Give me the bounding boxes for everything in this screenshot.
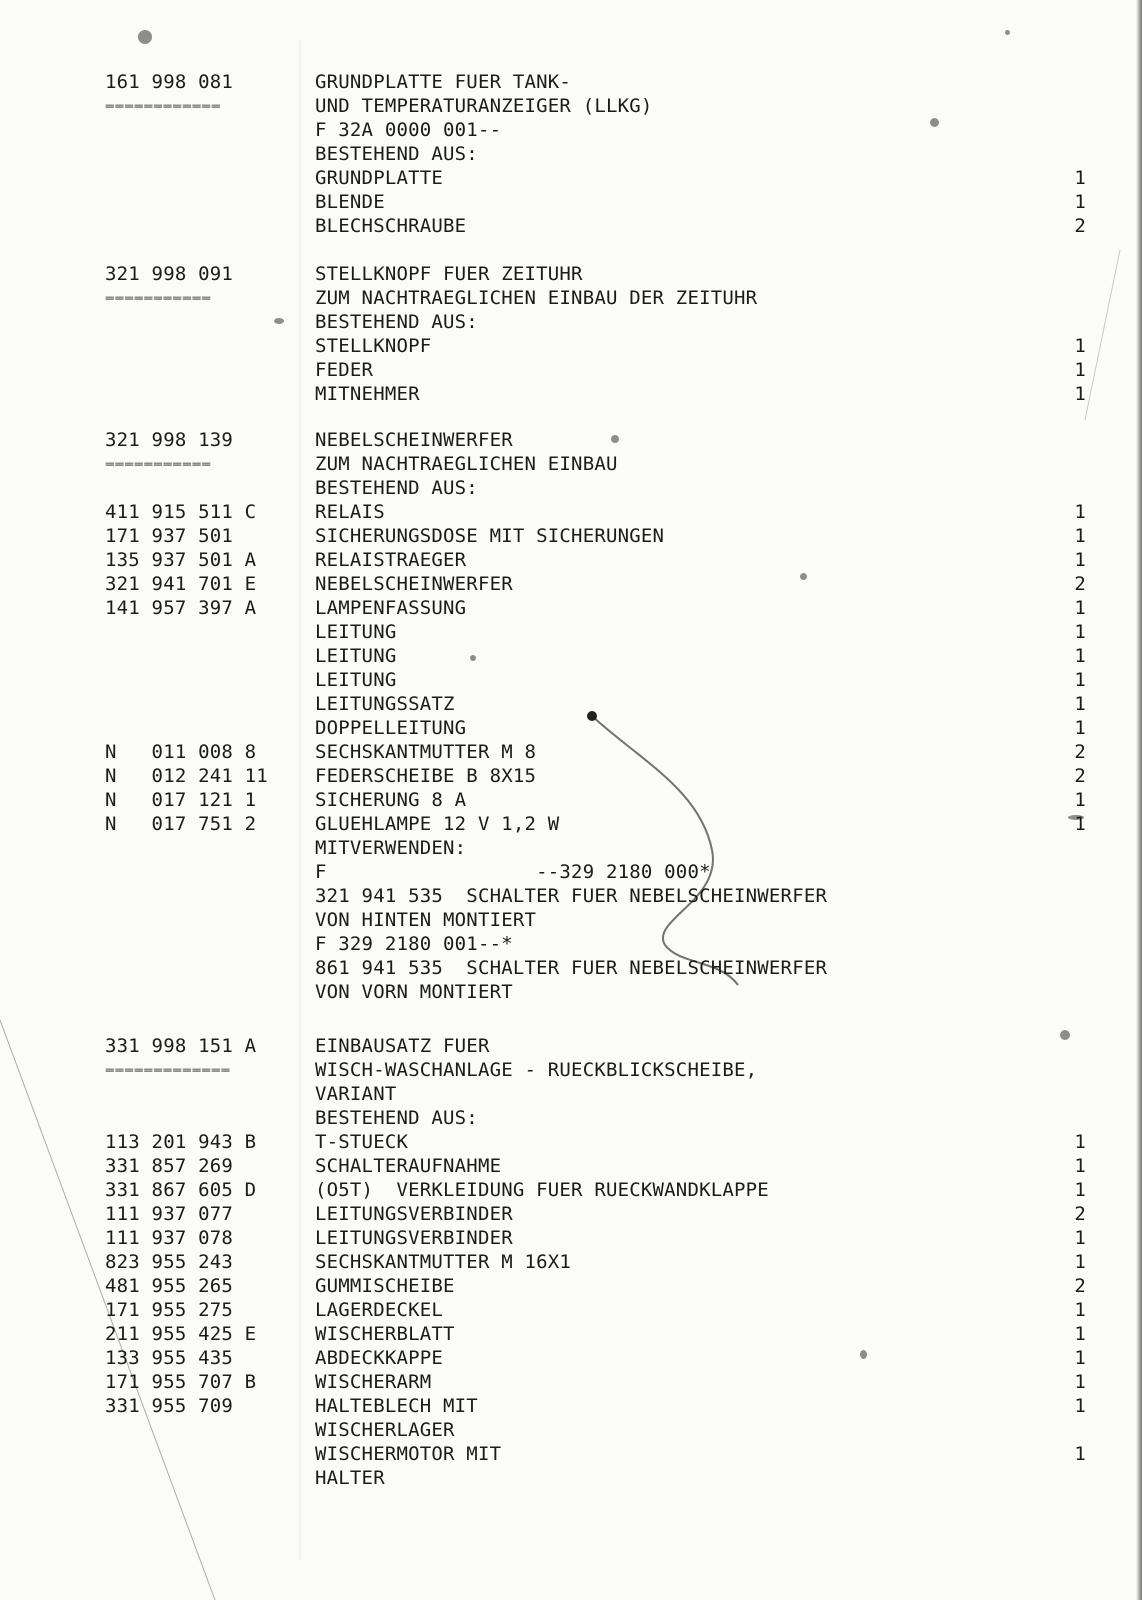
item-reference-number: N 017 751 2 [105,813,257,835]
item-quantity: 1 [1074,1251,1086,1273]
item-reference-number: N 012 241 11 [105,765,268,787]
item-description: GUMMISCHEIBE [315,1275,455,1297]
item-reference-number: 331 857 269 [105,1155,234,1177]
section-part-underline: =========== [105,292,211,304]
item-reference-number: 411 915 511 C [105,501,257,523]
item-description: BLECHSCHRAUBE [315,215,467,237]
item-description: DOPPELLEITUNG [315,717,467,739]
item-quantity: 1 [1074,789,1086,811]
item-description: 861 941 535 SCHALTER FUER NEBELSCHEINWERFER [315,957,828,979]
item-description: GRUNDPLATTE FUER TANK- [315,71,572,93]
speck [470,655,476,661]
item-description: BESTEHEND AUS: [315,143,478,165]
item-description: BLENDE [315,191,385,213]
speck [274,318,284,324]
item-reference-number: 823 955 243 [105,1251,234,1273]
section-part-underline: ============ [105,100,221,112]
section-part-number: 321 998 139 [105,429,234,451]
item-quantity: 1 [1074,1347,1086,1369]
item-description: T-STUECK [315,1131,409,1153]
item-quantity: 1 [1074,1155,1086,1177]
item-description: RELAISTRAEGER [315,549,467,571]
item-reference-number: 111 937 077 [105,1203,234,1225]
item-quantity: 1 [1074,501,1086,523]
scan-edge-shadow [1136,0,1142,1600]
item-description: 321 941 535 SCHALTER FUER NEBELSCHEINWERFER [315,885,828,907]
item-description: STELLKNOPF FUER ZEITUHR [315,263,583,285]
item-quantity: 2 [1074,741,1086,763]
item-description: LEITUNG [315,645,397,667]
item-description: SECHSKANTMUTTER M 8 [315,741,537,763]
item-description: NEBELSCHEINWERFER [315,429,513,451]
scratch-line [1085,250,1120,420]
speck [1060,1030,1070,1040]
item-quantity: 1 [1074,549,1086,571]
item-description: UND TEMPERATURANZEIGER (LLKG) [315,95,653,117]
item-quantity: 1 [1074,359,1086,381]
item-description: STELLKNOPF [315,335,432,357]
speck [611,435,619,443]
item-reference-number: N 017 121 1 [105,789,257,811]
item-description: FEDER [315,359,374,381]
item-quantity: 1 [1074,1443,1086,1465]
section-part-underline: =========== [105,458,211,470]
item-description: BESTEHEND AUS: [315,311,478,333]
speck [930,118,939,127]
item-reference-number: 141 957 397 A [105,597,257,619]
item-reference-number: 111 937 078 [105,1227,234,1249]
item-description: GRUNDPLATTE [315,167,444,189]
item-quantity: 1 [1074,669,1086,691]
item-description: BESTEHEND AUS: [315,1107,478,1129]
speck [860,1350,867,1359]
item-description: LEITUNG [315,621,397,643]
section-part-number: 161 998 081 [105,71,234,93]
item-description: ABDECKKAPPE [315,1347,444,1369]
item-quantity: 2 [1074,1203,1086,1225]
item-reference-number: 133 955 435 [105,1347,234,1369]
item-quantity: 1 [1074,813,1086,835]
item-quantity: 1 [1074,597,1086,619]
item-description: MITVERWENDEN: [315,837,467,859]
item-quantity: 1 [1074,383,1086,405]
item-description: LEITUNGSSATZ [315,693,455,715]
item-description: WISCHERARM [315,1371,432,1393]
item-reference-number: 321 941 701 E [105,573,257,595]
item-quantity: 1 [1074,167,1086,189]
item-description: HALTER [315,1467,385,1489]
item-description: EINBAUSATZ FUER [315,1035,490,1057]
item-description: BESTEHEND AUS: [315,477,478,499]
item-quantity: 1 [1074,1299,1086,1321]
item-description: LEITUNGSVERBINDER [315,1203,513,1225]
item-reference-number: N 011 008 8 [105,741,257,763]
item-description: ZUM NACHTRAEGLICHEN EINBAU DER ZEITUHR [315,287,758,309]
item-description: RELAIS [315,501,385,523]
item-quantity: 1 [1074,191,1086,213]
speck [138,30,152,44]
speck [1005,30,1010,35]
item-description: LEITUNGSVERBINDER [315,1227,513,1249]
item-description: HALTEBLECH MIT [315,1395,478,1417]
wire-knot [587,711,597,721]
item-description: F 32A 0000 001-- [315,119,502,141]
item-quantity: 1 [1074,1395,1086,1417]
item-reference-number: 331 867 605 D [105,1179,257,1201]
item-description: F --329 2180 000* [315,861,711,883]
item-description: WISCHERBLATT [315,1323,455,1345]
item-reference-number: 211 955 425 E [105,1323,257,1345]
item-description: GLUEHLAMPE 12 V 1,2 W [315,813,560,835]
item-description: VON VORN MONTIERT [315,981,513,1003]
item-quantity: 1 [1074,525,1086,547]
item-description: LAMPENFASSUNG [315,597,467,619]
item-reference-number: 481 955 265 [105,1275,234,1297]
item-description: WISCHERMOTOR MIT [315,1443,502,1465]
item-reference-number: 171 955 707 B [105,1371,257,1393]
item-description: MITNEHMER [315,383,420,405]
item-quantity: 1 [1074,1227,1086,1249]
item-description: LAGERDECKEL [315,1299,444,1321]
item-description: VARIANT [315,1083,397,1105]
item-description: WISCHERLAGER [315,1419,455,1441]
item-quantity: 1 [1074,717,1086,739]
item-quantity: 1 [1074,645,1086,667]
item-description: (O5T) VERKLEIDUNG FUER RUECKWANDKLAPPE [315,1179,769,1201]
item-reference-number: 171 937 501 [105,525,234,547]
item-quantity: 1 [1074,621,1086,643]
item-quantity: 1 [1074,693,1086,715]
item-quantity: 1 [1074,1371,1086,1393]
item-description: SICHERUNG 8 A [315,789,467,811]
section-part-underline: ============= [105,1064,231,1076]
item-description: VON HINTEN MONTIERT [315,909,537,931]
item-description: SICHERUNGSDOSE MIT SICHERUNGEN [315,525,665,547]
item-quantity: 2 [1074,573,1086,595]
speck [800,573,807,580]
item-reference-number: 113 201 943 B [105,1131,257,1153]
item-quantity: 2 [1074,1275,1086,1297]
item-description: ZUM NACHTRAEGLICHEN EINBAU [315,453,618,475]
item-quantity: 1 [1074,1323,1086,1345]
item-reference-number: 171 955 275 [105,1299,234,1321]
section-part-number: 321 998 091 [105,263,234,285]
item-quantity: 2 [1074,215,1086,237]
item-quantity: 2 [1074,765,1086,787]
item-description: SECHSKANTMUTTER M 16X1 [315,1251,572,1273]
item-quantity: 1 [1074,335,1086,357]
item-quantity: 1 [1074,1179,1086,1201]
item-description: WISCH-WASCHANLAGE - RUECKBLICKSCHEIBE, [315,1059,758,1081]
item-description: FEDERSCHEIBE B 8X15 [315,765,537,787]
item-reference-number: 331 955 709 [105,1395,234,1417]
item-description: F 329 2180 001--* [315,933,513,955]
item-quantity: 1 [1074,1131,1086,1153]
item-description: LEITUNG [315,669,397,691]
item-description: SCHALTERAUFNAHME [315,1155,502,1177]
item-description: NEBELSCHEINWERFER [315,573,513,595]
item-reference-number: 135 937 501 A [105,549,257,571]
section-part-number: 331 998 151 A [105,1035,257,1057]
wire-scratch [592,716,738,985]
